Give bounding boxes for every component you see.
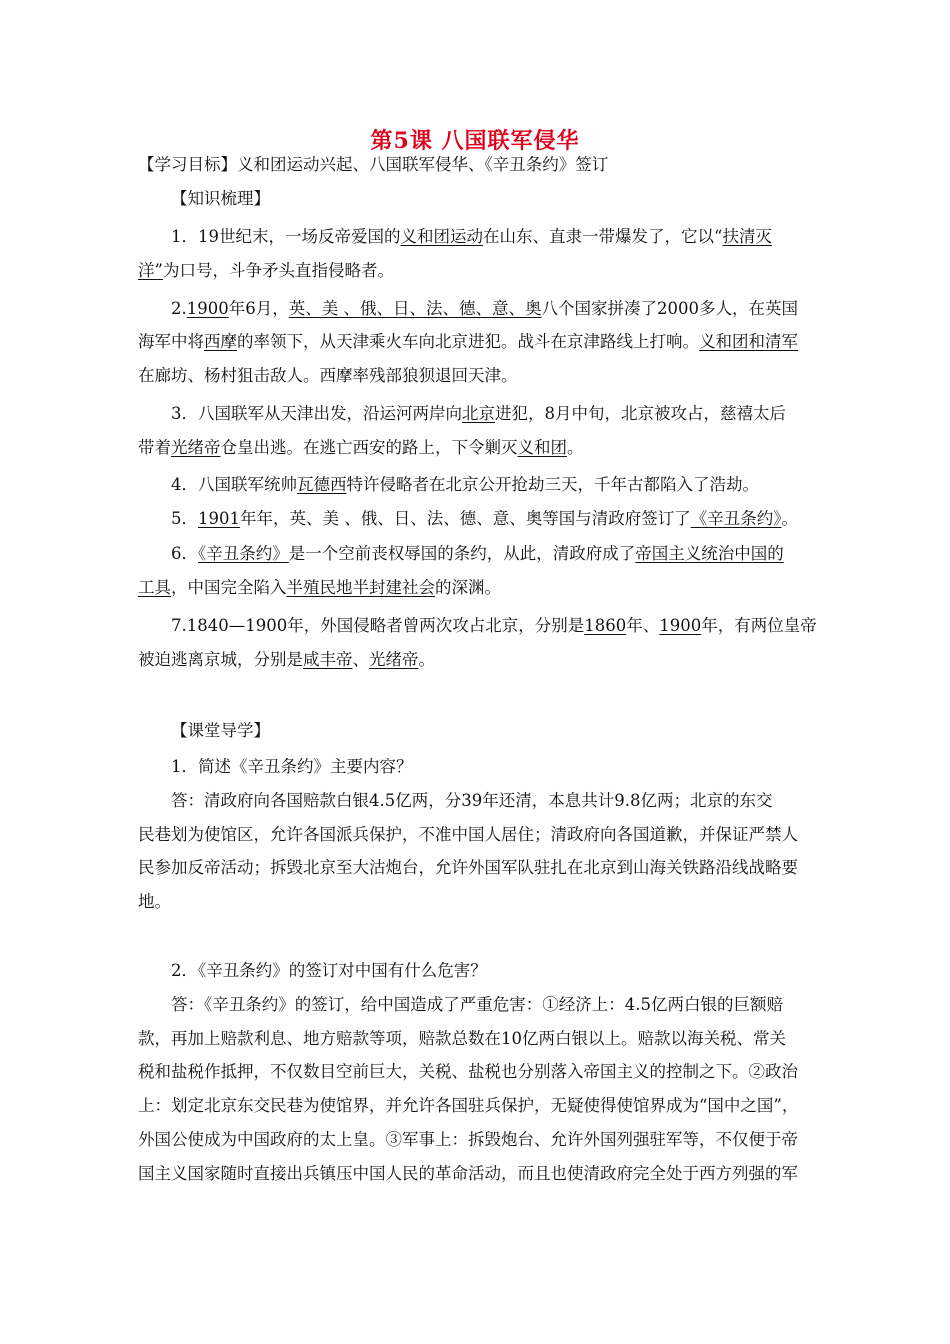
item-4: 4．八国联军统帅瓦德西特许侵略者在北京公开抢劫三天，千年古都陷入了浩劫。: [171, 474, 759, 494]
answer-line: 民参加反帝活动；拆毁北京至大沽炮台，允许外国军队驻扎在北京到山海关铁路沿线战略要: [138, 858, 798, 878]
section-heading-knowledge: [138, 182, 810, 216]
goal-label: 【学习目标】: [138, 155, 237, 174]
item-2-line-2: 海军中将西摩的率领下，从天津乘火车向北京进犯。战斗在京津路线上打响。义和团和清军: [138, 332, 798, 352]
section-title: 【课堂导学】: [171, 721, 270, 740]
knowledge-items: [138, 220, 817, 676]
item-2-line-1: 2.1900年6月，英、美 、俄、日、法、德、意、奥八个国家拼凑了2000多人，在英国: [171, 298, 798, 318]
learning-goal: [138, 148, 810, 182]
item-6-line-2: 工具，中国完全陷入半殖民地半封建社会的深渊。: [138, 577, 501, 597]
answer-line: 答：清政府向各国赔款白银4.5亿两，分39年还清，本息共计9.8亿两；北京的东交: [171, 790, 773, 810]
item-2-line-3: 在廊坊、杨村狙击敌人。西摩率残部狼狈退回天津。: [138, 366, 518, 386]
item-1-line-2: 洋”为口号，斗争矛头直指侵略者。: [138, 260, 394, 280]
answer-line: 地。: [138, 892, 171, 912]
item-3-line-2: 带着光绪帝仓皇出逃。在逃亡西安的路上，下令剿灭义和团。: [138, 437, 584, 457]
question-text: 2．《辛丑条约》的签订对中国有什么危害？: [171, 961, 487, 980]
goal-text: 义和团运动兴起、八国联军侵华、《辛丑条约》签订: [237, 155, 609, 174]
item-6-line-1: 6．《辛丑条约》是一个空前丧权辱国的条约，从此，清政府成了帝国主义统治中国的: [171, 544, 784, 564]
question-1: [138, 750, 810, 919]
answer-line: 答：《辛丑条约》的签订，给中国造成了严重危害：①经济上：4.5亿两白银的巨额赔: [171, 994, 783, 1014]
question-text: 1．简述《辛丑条约》主要内容？: [171, 757, 413, 776]
item-7-line-1: 7.1840—1900年，外国侵略者曾两次攻占北京，分别是1860年、1900年，有两位皇帝: [171, 615, 817, 635]
section-heading-classroom: [138, 714, 810, 748]
answer-line: 外国公使成为中国政府的太上皇。③军事上：拆毁炮台、允许外国列强驻军等，不仅便于帝: [138, 1129, 798, 1149]
answer-line: 款，再加上赔款利息、地方赔款等项，赔款总数在10亿两白银以上。赔款以海关税、常关: [138, 1028, 786, 1048]
item-3-line-1: 3．八国联军从天津出发，沿运河两岸向北京进犯，8月中旬，北京被攻占，慈禧太后: [171, 403, 786, 423]
section-title: 【知识梳理】: [171, 189, 270, 208]
item-1-line-1: 1．19世纪末，一场反帝爱国的义和团运动在山东、直隶一带爆发了，它以“扶清灭: [171, 227, 772, 246]
answer-line: 民巷划为使馆区，允许各国派兵保护，不准中国人居住；清政府向各国道歉，并保证严禁人: [138, 824, 798, 844]
answer-line: 上：划定北京东交民巷为使馆界，并允许各国驻兵保护，无疑使得使馆界成为“国中之国”，: [138, 1096, 799, 1116]
answer-line: 国主义国家随时直接出兵镇压中国人民的革命活动，而且也使清政府完全处于西方列强的军: [138, 1163, 798, 1183]
answer-line: 税和盐税作抵押，不仅数目空前巨大，关税、盐税也分别落入帝国主义的控制之下。②政治: [138, 1062, 798, 1082]
lesson-title: 第5课 八国联军侵华: [370, 128, 580, 154]
question-2: [138, 954, 810, 1191]
item-7-line-2: 被迫逃离京城，分别是咸丰帝、光绪帝。: [138, 649, 435, 669]
item-5: 5．1901年年，英、美 、俄、日、法、德、意、奥等国与清政府签订了《辛丑条约》。: [171, 509, 798, 529]
